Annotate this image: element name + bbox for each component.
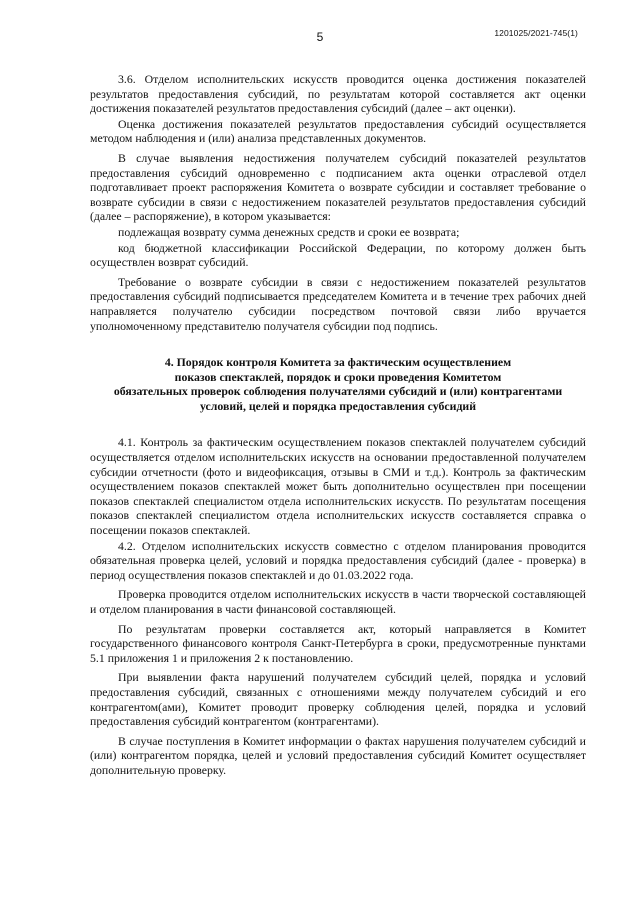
section-heading-line: 4. Порядок контроля Комитета за фактическим осуществлением — [164, 355, 512, 370]
paragraph-non-achievement: В случае выявления недостижения получателем субсидий показателей результатов предоставления субсидий одновременно с подписанием акта оценки отраслевой отдел подготавливает проект распоряжения Комитета о возврате субсидии и составляет требование о возврате субсидии в связи с недостижением показателей результатов предоставления субсидий (далее – распоряжение), в котором указывается: — [90, 150, 586, 224]
document-code: 1201025/2021-745(1) — [494, 28, 578, 38]
document-body — [90, 72, 586, 778]
paragraph-refund-amount: подлежащая возврату сумма денежных средств и сроки ее возврата; — [118, 224, 460, 239]
paragraph-budget-code: код бюджетной классификации Российской Федерации, по которому должен быть осуществлен возврат субсидий. — [90, 240, 586, 270]
paragraph-inspection-scope: Проверка проводится отделом исполнительских искусств в части творческой составляющей и отделом планирования в части финансовой составляющей. — [90, 587, 586, 616]
paragraph-additional-check: В случае поступления в Комитет информации о фактах нарушения получателем субсидий и (или) контрагентом порядка, целей и условий предоставления субсидий Комитет осуществляет дополнительную проверку. — [90, 733, 586, 777]
paragraph-inspection-act: По результатам проверки составляется акт, который направляется в Комитет государственного финансового контроля Санкт-Петербурга в сроки, предусмотренные пунктами 5.1 приложения 1 и приложения 2 к постановлению. — [90, 621, 586, 665]
section-heading-line: обязательных проверок соблюдения получателями субсидий и (или) контрагентами — [113, 384, 563, 399]
paragraph-refund-requirement: Требование о возврате субсидии в связи с недостижением показателей результатов предоставления субсидий подписывается председателем Комитета и в течение трех рабочих дней направляется получателю субсидии посредством почтовой связи либо вручается уполномоченному представителю получателя субсидии под подпись. — [90, 274, 586, 333]
section-heading-line: условий, целей и порядка предоставления субсидий — [200, 398, 476, 413]
section-heading-line: показов спектаклей, порядок и сроки проведения Комитетом — [174, 369, 502, 384]
paragraph-4-2: 4.2. Отделом исполнительских искусств совместно с отделом планирования проводится обязательная проверка целей, условий и порядка предоставления субсидий (далее - проверка) в период осуществления показов спектаклей и до 01.03.2022 года. — [90, 538, 586, 582]
paragraph-4-1: 4.1. Контроль за фактическим осуществлением показов спектаклей получателем субсидий осуществляется отделом исполнительских искусств на основании предоставленной получателем субсидии отчетности (фото и видеофиксация, отзывы в СМИ и т.д.). Контроль за фактическим осуществлением показов спектаклей может быть дополнительно осуществлен при посещении показов спектаклей специалистом отдела исполнительских искусств. По результатам посещения показов спектаклей специалистом отдела исполнительских искусств составляется справка о посещении показов спектаклей. — [90, 435, 586, 538]
paragraph-violation-check: При выявлении факта нарушений получателем субсидий целей, порядка и условий предоставления субсидий, связанных с отношениями между получателем субсидий и его контрагентом(ами), Комитет проводит проверку соблюдения целей, порядка и условий предоставления субсидий контрагентом (контрагентами). — [90, 670, 586, 729]
paragraph-3-6: 3.6. Отделом исполнительских искусств проводится оценка достижения показателей результатов предоставления субсидий, по результатам которой составляется акт оценки достижения показателей результатов предоставления субсидий (далее – акт оценки). — [90, 72, 586, 116]
paragraph-assessment-method: Оценка достижения показателей результатов предоставления субсидий осуществляется методом наблюдения и (или) анализа представленных документов. — [90, 116, 586, 146]
section-4-heading — [90, 355, 586, 413]
page-number: 5 — [316, 30, 324, 44]
